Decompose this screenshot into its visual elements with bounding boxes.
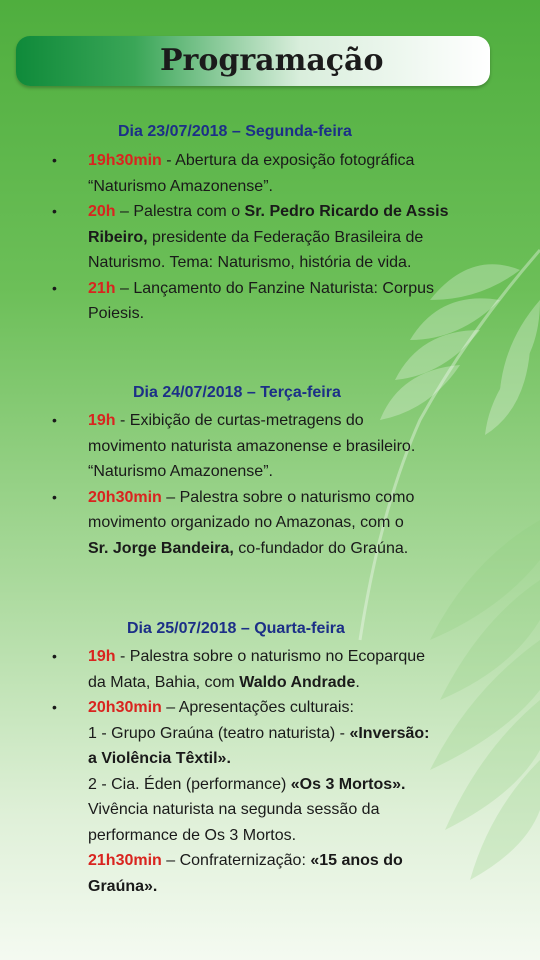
list-item: • 19h - Exibição de curtas-metragens do movimento naturista amazonense e brasileiro. “Naturismo Amazonense”. bbox=[52, 408, 415, 485]
event-time: 21h bbox=[88, 279, 116, 297]
bullet-icon: • bbox=[52, 699, 57, 715]
list-item: • 20h30min – Apresentações culturais: 1 - Grupo Graúna (teatro naturista) - «Inversão: a Violência Têxtil». 2 - Cia. Éden (performance) «Os 3 Mortos». Vivência naturista na segunda sessão da performance de Os 3 Mortos. 21h30min – Confraternização: «15 anos do Graúna». bbox=[52, 695, 430, 899]
bullet-icon: • bbox=[52, 648, 57, 664]
event-time: 20h30min bbox=[88, 488, 162, 506]
event-time: 21h30min bbox=[88, 852, 162, 869]
list-item: • 19h - Palestra sobre o naturismo no Ecoparque da Mata, Bahia, com Waldo Andrade. bbox=[52, 644, 430, 695]
bullet-icon: • bbox=[52, 203, 57, 219]
day-schedule-list bbox=[52, 148, 448, 327]
day-schedule-list bbox=[52, 644, 430, 899]
list-item: • 21h – Lançamento do Fanzine Naturista: Corpus Poiesis. bbox=[52, 276, 448, 327]
bullet-icon: • bbox=[52, 152, 57, 168]
day-heading: Dia 25/07/2018 – Quarta-feira bbox=[127, 620, 345, 637]
event-time: 19h30min bbox=[88, 152, 162, 169]
day-schedule-list bbox=[52, 408, 415, 561]
bullet-icon: • bbox=[52, 412, 57, 428]
day-heading: Dia 23/07/2018 – Segunda-feira bbox=[118, 123, 352, 140]
list-item: • 20h30min – Palestra sobre o naturismo como movimento organizado no Amazonas, com o Sr. Jorge Bandeira, co-fundador do Graúna. bbox=[52, 485, 415, 562]
day-heading: Dia 24/07/2018 – Terça-feira bbox=[133, 384, 341, 401]
bullet-icon: • bbox=[52, 488, 57, 505]
bullet-icon: • bbox=[52, 279, 57, 296]
list-item: • 19h30min - Abertura da exposição fotográfica “Naturismo Amazonense”. bbox=[52, 148, 448, 199]
event-time: 20h bbox=[88, 203, 116, 220]
page-title: Programação bbox=[160, 43, 384, 78]
list-item: • 20h – Palestra com o Sr. Pedro Ricardo de Assis Ribeiro, presidente da Federação Brasileira de Naturismo. Tema: Naturismo, história de vida. bbox=[52, 199, 448, 276]
event-time: 19h bbox=[88, 648, 116, 665]
event-time: 19h bbox=[88, 412, 116, 429]
event-time: 20h30min bbox=[88, 699, 162, 716]
